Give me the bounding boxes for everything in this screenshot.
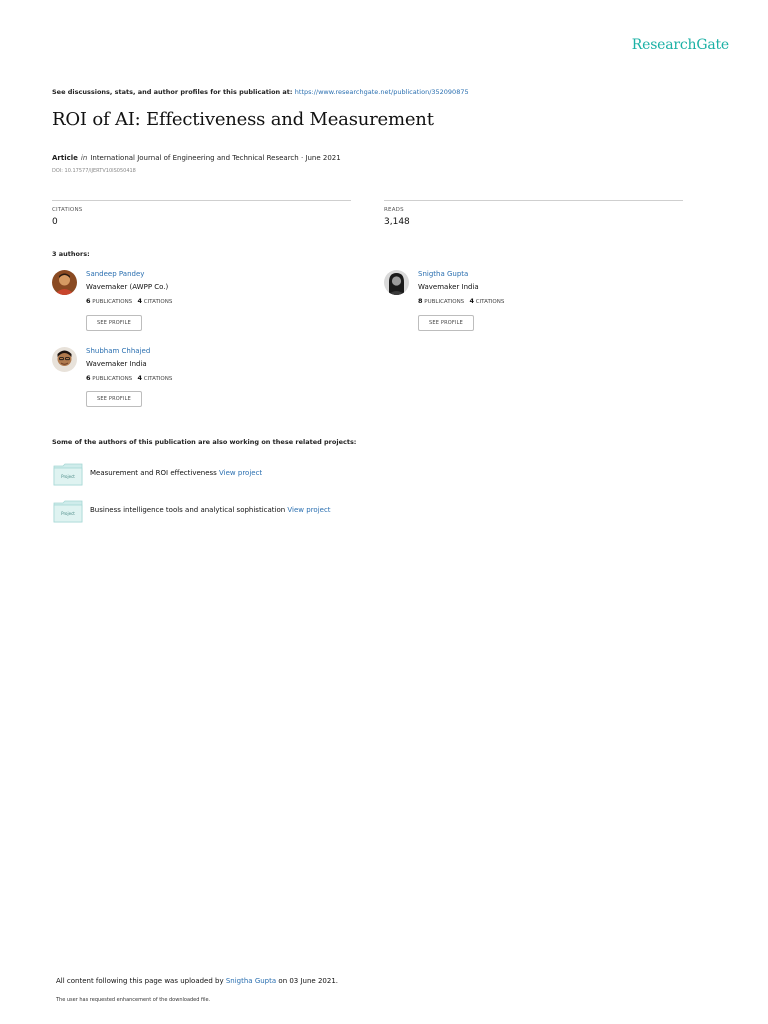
publication-title: ROI of AI: Effectiveness and Measurement [52,109,434,130]
citations-label: CITATIONS [143,376,173,382]
publication-type: Article [52,154,78,162]
related-projects-heading: Some of the authors of this publication are also working on these related projects: [52,438,357,446]
view-project-link[interactable]: View project [219,469,263,477]
author-stats [418,297,504,305]
see-profile-button[interactable]: SEE PROFILE [418,315,474,331]
project-icon-label: Project [61,511,75,516]
author-stats [86,297,172,305]
person-photo-icon [52,347,77,372]
author-institution: Wavemaker India [418,283,479,291]
in-label: in [80,154,88,162]
publications-label: PUBLICATIONS [92,299,133,305]
project-title: Measurement and ROI effectiveness [90,469,217,477]
publication-meta [52,154,341,162]
avatar-snigtha-gupta[interactable] [384,270,409,295]
person-photo-icon [52,270,77,295]
reads-label: READS [384,207,404,213]
view-project-link[interactable]: View project [287,506,331,514]
discussion-text: See discussions, stats, and author profiles for this publication at: [52,88,293,96]
project-folder-icon [53,462,83,486]
author-institution: Wavemaker India [86,360,147,368]
citations-count: 4 [137,374,142,382]
author-name-link[interactable]: Shubham Chhajed [86,347,151,355]
citations-value: 0 [52,217,58,227]
publications-count: 6 [86,297,91,305]
citations-label: CITATIONS [52,207,83,213]
author-name-link[interactable]: Sandeep Pandey [86,270,145,278]
uploader-link[interactable]: Snigtha Gupta [225,977,277,985]
authors-heading: 3 authors: [52,250,90,258]
author-institution: Wavemaker (AWPP Co.) [86,283,169,291]
project-item [90,506,331,514]
project-folder-icon [53,499,83,523]
project-item [90,469,262,477]
citations-label: CITATIONS [143,299,173,305]
citations-count: 4 [469,297,474,305]
uploaded-suffix: on 03 June 2021. [278,977,338,985]
publications-label: PUBLICATIONS [92,376,133,382]
person-photo-bw-icon [384,270,409,295]
project-icon-label: Project [61,474,75,479]
enhancement-note: The user has requested enhancement of the downloaded file. [56,997,211,1003]
doi: DOI: 10.17577/IJERTV10IS050418 [52,168,136,174]
citations-label: CITATIONS [475,299,505,305]
uploaded-prefix: All content following this page was uploaded by [56,977,224,985]
reads-divider [384,200,683,201]
publications-count: 8 [418,297,423,305]
see-profile-button[interactable]: SEE PROFILE [86,391,142,407]
author-stats [86,374,172,382]
publications-label: PUBLICATIONS [424,299,465,305]
project-title: Business intelligence tools and analytical sophistication [90,506,286,514]
journal-and-date: International Journal of Engineering and Technical Research · June 2021 [90,154,341,162]
author-name-link[interactable]: Snigtha Gupta [418,270,469,278]
publication-url-link[interactable]: https://www.researchgate.net/publication/352090875 [294,88,469,96]
avatar-sandeep-pandey[interactable] [52,270,77,295]
avatar-shubham-chhajed[interactable] [52,347,77,372]
see-profile-button[interactable]: SEE PROFILE [86,315,142,331]
citations-divider [52,200,351,201]
upload-info [56,977,338,985]
reads-value: 3,148 [384,217,410,227]
publications-count: 6 [86,374,91,382]
discussion-line [52,88,469,96]
researchgate-logo[interactable]: ResearchGate [631,37,729,53]
citations-count: 4 [137,297,142,305]
